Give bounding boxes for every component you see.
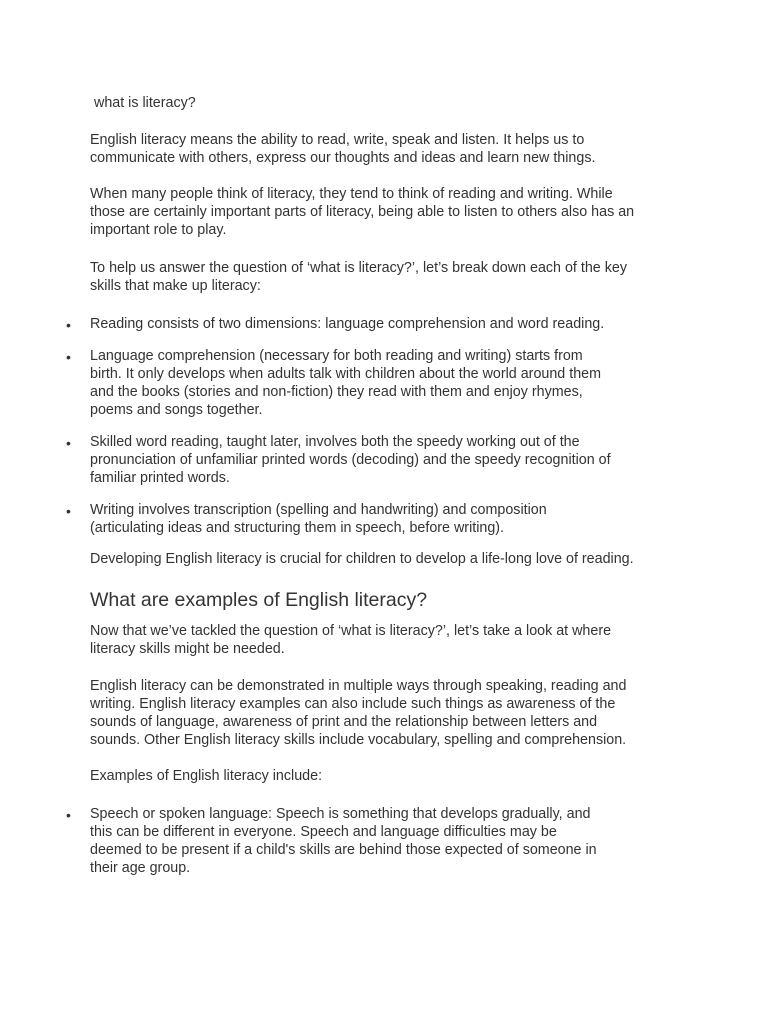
bullet-marker: • — [66, 317, 71, 333]
examples-lead-paragraph: Examples of English literacy include: — [90, 768, 323, 784]
list-item: Reading consists of two dimensions: language comprehension and word reading. — [90, 316, 605, 332]
bullet-marker: • — [66, 435, 71, 451]
bullet-marker: • — [66, 807, 71, 823]
summary-paragraph: Developing English literacy is crucial for children to develop a life-long love of reading. — [90, 551, 634, 567]
bullet-marker: • — [66, 349, 71, 365]
list-item: Language comprehension (necessary for both reading and writing) starts from birth. It only develops when adults talk with children about the world around them and the books (stories and non-fiction) they read with them and enjoy rhymes, poems and songs together. — [90, 348, 602, 418]
list-item: Speech or spoken language: Speech is something that develops gradually, and this can be different in everyone. Speech and language difficulties may be deemed to be present if a child's skills are behind those expected of someone in their age group. — [90, 806, 597, 876]
doc-title: what is literacy? — [94, 95, 196, 111]
bullet-marker: • — [66, 503, 71, 519]
section-heading: What are examples of English literacy? — [90, 589, 428, 611]
reading-writing-paragraph: When many people think of literacy, they tend to think of reading and writing. While those are certainly important parts of literacy, being able to listen to others also has an important role to play. — [90, 186, 635, 238]
examples-intro-paragraph: Now that we’ve tackled the question of ‘what is literacy?’, let’s take a look at where literacy skills might be needed. — [90, 623, 612, 657]
list-item: Skilled word reading, taught later, involves both the speedy working out of the pronunciation of unfamiliar printed words (decoding) and the speedy recognition of familiar printed words. — [90, 434, 611, 486]
intro-paragraph: English literacy means the ability to read, write, speak and listen. It helps us to communicate with others, express our thoughts and ideas and learn new things. — [90, 132, 596, 166]
demonstration-paragraph: English literacy can be demonstrated in multiple ways through speaking, reading and writing. English literacy examples can also include such things as awareness of the sounds of language, awareness of print and the relationship between letters and sounds. Other English literacy skills include vocabulary, spelling and comprehension. — [90, 678, 627, 748]
key-skills-paragraph: To help us answer the question of ‘what is literacy?’, let’s break down each of the key skills that make up literacy: — [90, 260, 627, 294]
list-item: Writing involves transcription (spelling and handwriting) and composition (articulating ideas and structuring them in speech, before writing). — [90, 502, 547, 536]
